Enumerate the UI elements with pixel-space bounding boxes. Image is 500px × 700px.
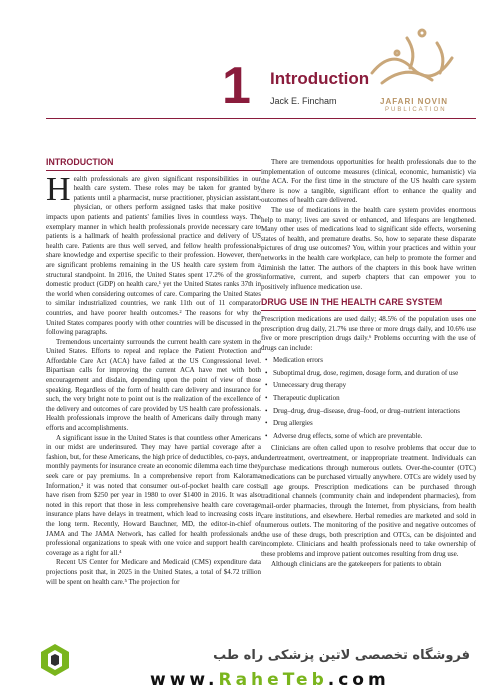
right-paragraph-2: The use of medications in the health care system provides enormous help to many; lives are saved or enhanced, and lifespans are lengthened. Many other uses of medications lead to significant side effects, worsening states of health, and premature deaths. So, how to separate these disparate pictures of drug use outcomes? You, within your practices and within your networks in the health care workplace, can help to promote the former and diminish the latter. The authors of the chapters in this book have written informative, current, and superb chapters that can empower you to positively influence medication use. bbox=[261, 205, 476, 291]
store-url[interactable]: www.RaheTeb.com bbox=[150, 670, 390, 690]
list-item: • Drug allergies bbox=[273, 419, 476, 429]
chapter-number: 1 bbox=[222, 57, 251, 115]
list-item: • Suboptimal drug, dose, regimen, dosage form, and duration of use bbox=[273, 369, 476, 379]
right-paragraph-3: Prescription medications are used daily; 48.5% of the population uses one prescription drug daily, 21.7% use three or more drugs daily, and 10.6% use five or more prescription drugs daily.⁶ Problems occurring with the use of drugs can include: bbox=[261, 314, 476, 352]
right-paragraph-5: Although clinicians are the gatekeepers for patients to obtain bbox=[271, 559, 442, 568]
list-item: • Adverse drug effects, some of which are preventable. bbox=[273, 432, 476, 442]
right-column bbox=[261, 158, 476, 569]
intro-paragraph-4: Recent US Center for Medicare and Medicaid (CMS) expenditure data projections posit that, in 2025 in the United States, a total of $4.72 trillion will be spent on health care.⁵ The projection for bbox=[46, 558, 261, 586]
chapter-author: Jack E. Fincham bbox=[270, 96, 337, 106]
intro-paragraph-3: A significant issue in the United States is that countless other Americans in our midst are underinsured. They may have partial coverage after a fashion, but, for these Americans, the high price of deductibles, co-pays, and monthly payments for insurance create an economic dilemma each time they seek care or pay premiums. In a comprehensive report from Kalorama Information,³ it was noted that consumer out-of-pocket health care costs have risen from $250 per year in 1980 to over $1400 in 2016. It was also noted in this report that those in less comprehensive health care coverage insurance plans have delays in treatment, which lead to increasing costs in the long term. Recently, Howard Bauchner, MD, the editor-in-chief of JAMA and The JAMA Network, has called for health professionals and professional organizations to speak with one voice and support health care coverage as a right for all.⁴ bbox=[46, 433, 261, 557]
list-item: • Drug–drug, drug–disease, drug–food, or drug–nutrient interactions bbox=[273, 407, 476, 417]
intro-paragraph-1: Health professionals are given significant responsibilities in our health care system. These roles may be taken for granted by patients until a pharmacist, nurse practitioner, physician assistant, physician, or others perform assigned tasks that make positive impacts upon patients and patients' families lives in countless ways. The exemplary manner in which health professionals provide necessary care to patients is a hallmark of health professional practice and delivery of US health care. Patients are thus well served, and fellow health professionals share knowledge and expertise specific to their profession. However, there are significant problems remaining in the US health care system from a structural standpoint. In 2016, the United States spent 17.2% of the gross domestic product (GDP) on health care,¹ yet the United States ranks 37th in the world when considering outcomes of care. Comparing the United States to similar industrialized countries, we rank 11th out of 11 comparator countries, and have poorer health outcomes.² The reasons for why the United States compares poorly with other countries will be discussed in the following paragraphs. bbox=[46, 170, 261, 337]
list-item: • Therapeutic duplication bbox=[273, 394, 476, 404]
intro-paragraph-2: Tremendous uncertainty surrounds the current health care system in the United States. Efforts to repeal and replace the Patient Protection and Affordable Care Act (ACA) have failed at the US Congressional level. Bipartisan calls for improving the current ACA have met with both encouragement and disdain, depending upon the point of view of those speaking. Regardless of the form of health care delivery and insurance for such, the very bright note to point out is the realization of the excellence of the delivery and outcomes of care provided by US health care professionals. Health professionals improve the health of Americans daily through many efforts and accomplishments. bbox=[46, 337, 261, 433]
right-paragraph-4: Clinicians are often called upon to resolve problems that occur due to undertreatment, overtreatment, or inappropriate treatment. Individuals can purchase medications through numerous outlets. Over-the-counter (OTC) medications can be purchased virtually anywhere. OTCs are widely used by all age groups. Prescription medications can be purchased through traditional channels (community chain and independent pharmacies), from mail-order pharmacies, through the Internet, from physicians, from health care institutions, and elsewhere. Herbal remedies are marketed and sold in numerous outlets. The monitoring of the positive and negative outcomes of the use of these drugs, both prescription and OTCs, can be disjointed and incomplete. Clinicians and health professionals need to take ownership of these problems and improve patient outcomes resulting from drug use. bbox=[261, 444, 476, 558]
drug-use-heading: DRUG USE IN THE HEALTH CARE SYSTEM bbox=[261, 298, 476, 311]
list-item: • Unnecessary drug therapy bbox=[273, 381, 476, 391]
drug-problems-list bbox=[261, 356, 476, 441]
publisher-name: JAFARI NOVIN bbox=[380, 97, 449, 106]
drop-cap: H bbox=[46, 170, 71, 208]
intro-heading: INTRODUCTION bbox=[46, 158, 261, 171]
right-paragraph-1: There are tremendous opportunities for health professionals due to the implementation of outcome measures (clinical, economic, humanistic) via the ACA. For the first time in the structure of the US health care system there is now a tangible, significant effort to enhance the quality and outcomes of health care delivered. bbox=[261, 158, 476, 205]
store-name-persian: فروشگاه تخصصی لاتین پزشکی راه طب bbox=[213, 648, 470, 663]
chapter-title: Introduction bbox=[270, 69, 370, 88]
left-column bbox=[46, 158, 261, 587]
raheteb-logo-icon bbox=[36, 641, 74, 679]
publisher-subtitle: PUBLICATION bbox=[385, 107, 447, 113]
list-item: • Medication errors bbox=[273, 356, 476, 366]
